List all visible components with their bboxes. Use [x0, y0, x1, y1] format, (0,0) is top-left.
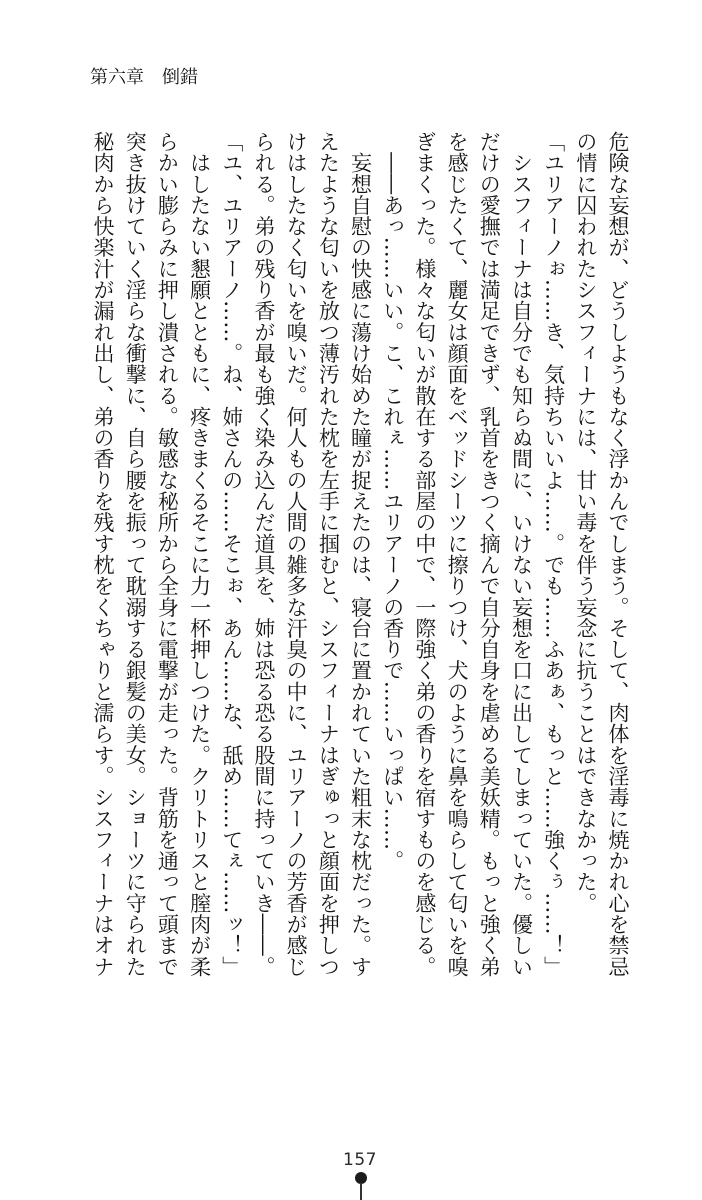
text-column: 危険な妄想が、どうしようもなく浮かんでしまう。そして、肉体を淫毒に焼かれ心を禁忌 — [606, 131, 630, 977]
text-column: はしたない懇願とともに、疼きまくるそこに力一杯押しつけた。クリトリスと膣肉が柔 — [187, 131, 212, 977]
body-text-vertical — [86, 131, 634, 979]
text-column: 突き抜けていく淫らな衝撃に、自ら腰を振って耽溺する銀髪の美女。ショーツに守られた — [123, 131, 148, 977]
text-column: えたような匂いを放つ薄汚れた枕を左手に掴むと、シスフィーナはぎゅっと顔面を押しつ — [316, 131, 341, 977]
text-column: の情に囚われたシスフィーナには、甘い毒を伴う妄念に抗うことはできなかった。 — [573, 131, 598, 914]
text-column: らかい膨らみに押し潰される。敏感な秘所から全身に電撃が走った。背筋を通って頭まで — [155, 131, 180, 977]
text-column: られる。弟の残り香が最も強く染み込んだ道具を、姉は恐る恐る股間に持っていき――。 — [251, 131, 276, 977]
text-column: ぎまくった。様々な匂いが散在する部屋の中で、一際強く弟の香りを宿すものを感じる。 — [412, 131, 437, 977]
text-column: 「ユ、ユリアーノ……。ね、姉さんの……そこぉ、あん……な、舐め……てぇ……ッ！」 — [219, 131, 244, 977]
text-column: シスフィーナは自分でも知らぬ間に、いけない妄想を口に出してしまっていた。優しい — [509, 131, 534, 977]
text-column: けはしたなく匂いを嗅いだ。何人もの人間の雑多な汗臭の中に、ユリアーノの芳香が感じ — [284, 131, 309, 977]
text-column: ――あっ……いい。こ、これぇ……ユリアーノの香りで……いっぱい……。 — [380, 131, 405, 872]
text-column: 秘肉から快楽汁が漏れ出し、弟の香りを残す枕をくちゃりと濡らす。シスフィーナはオナ — [91, 131, 115, 977]
page-number: 157 — [343, 1150, 377, 1170]
running-head-chapter-title: 第六章 倒錯 — [90, 67, 198, 88]
text-column: 「ユリアーノぉ……き、気持ちいいよ……。でも……ふあぁ、もっと……強くぅ……！」 — [541, 131, 566, 977]
text-column: を感じたくて、麗女は顔面をベッドシーツに擦りつけ、犬のように鼻を鳴らして匂いを嗅 — [445, 131, 470, 977]
page-marker-line — [360, 1183, 362, 1200]
text-column: 妄想自慰の快感に蕩け始めた瞳が捉えたのは、寝台に置かれていた粗末な枕だった。す — [348, 131, 373, 977]
text-column: だけの愛撫では満足できず、乳首をきつく摘んで自分自身を虐める美妖精。もっと強く弟 — [477, 131, 502, 977]
